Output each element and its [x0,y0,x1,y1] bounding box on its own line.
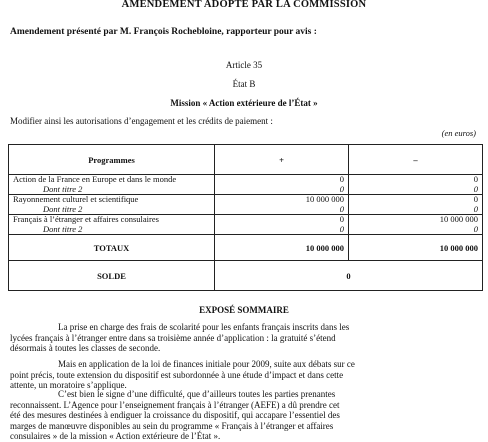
summary-paragraph-2 [10,359,476,391]
minus-cell [349,195,483,215]
plus-sub-value: 0 [339,203,344,214]
paragraph-line: consulaires » de la mission « Action extérieure de l’État ». [10,431,221,442]
header-programmes: Programmes [9,145,215,175]
table-row [9,195,483,215]
programme-sub-label: Dont titre 2 [43,223,83,234]
header-plus: + [215,145,349,175]
programme-cell [9,215,215,235]
paragraph-line: attente, un moratoire s’applique. [10,380,127,391]
paragraph-line: Mais en application de la loi de finances initiale pour 2009, suite aux débats sur ce [58,359,355,369]
plus-sub-value: 0 [339,223,344,234]
plus-value: 0 [339,214,344,224]
minus-value: 0 [473,194,478,204]
plus-value: 10 000 000 [305,194,344,204]
plus-cell [215,215,349,235]
programme-cell [9,195,215,215]
table-row [9,215,483,235]
instruction-text: Modifier ainsi les autorisations d’engagement et les crédits de paiement : [10,116,273,126]
programme-sub-label: Dont titre 2 [43,183,83,194]
paragraph-line: La prise en charge des frais de scolarité pour les enfants français inscrits dans les [58,322,350,332]
paragraph-line: marges de manœuvre disponibles au sein du programme « Français à l’étranger et affaires [10,420,334,431]
summary-paragraph-3 [10,389,476,442]
summary-paragraph-1 [10,322,476,354]
minus-cell [349,175,483,195]
document-title: AMENDEMENT ADOPTÉ PAR LA COMMISSION [121,0,367,10]
programme-label: Français à l’étranger et affaires consulaires [13,214,159,224]
minus-cell [349,215,483,235]
table-row [9,175,483,195]
article-number: Article 35 [225,60,263,70]
header-minus: – [349,145,483,175]
totals-plus: 10 000 000 [215,235,349,261]
programme-label: Rayonnement culturel et scientifique [13,194,139,204]
minus-value: 0 [473,174,478,184]
amendment-author-line: Amendement présenté par M. François Rochebloine, rapporteur pour avis : [10,27,317,37]
paragraph-line: désormais à toutes les classes de seconde. [10,343,161,354]
paragraph-line: reconnaissent. L’Agence pour l’enseignement français à l’étranger (AEFE) a dû prendre cet [10,399,340,410]
programme-sub-label: Dont titre 2 [43,203,83,214]
minus-sub-value: 0 [473,203,478,214]
state-label: État B [232,79,256,89]
programme-cell [9,175,215,195]
totals-minus: 10 000 000 [349,235,483,261]
minus-sub-value: 0 [473,183,478,194]
solde-label: SOLDE [9,261,215,291]
paragraph-line: été des mesures destinées à endiguer la croissance du dispositif, qui accapare l’essentiel des [10,410,340,421]
minus-sub-value: 0 [473,223,478,234]
solde-row [9,261,483,291]
plus-cell [215,175,349,195]
table-header-row [9,145,483,175]
plus-value: 0 [339,174,344,184]
programme-label: Action de la France en Europe et dans le monde [13,174,177,184]
minus-value: 10 000 000 [439,214,478,224]
credits-table [8,144,483,291]
summary-title: EXPOSÉ SOMMAIRE [199,305,289,315]
unit-label: (en euros) [441,128,476,138]
solde-value: 0 [215,261,483,291]
plus-sub-value: 0 [339,183,344,194]
paragraph-line: lycées français à l’étranger entre dans sa troisième année d’application : la gratuité s’étend [10,332,336,343]
paragraph-line: point précis, toute extension du dispositif est subordonnée à une étude d’impact et dans cette [10,369,344,380]
totals-row [9,235,483,261]
mission-title: Mission « Action extérieure de l’État » [170,98,318,108]
plus-cell [215,195,349,215]
totals-label: TOTAUX [9,235,215,261]
paragraph-line: C’est bien le signe d’une difficulté, que d’ailleurs toutes les parties prenantes [58,389,336,399]
